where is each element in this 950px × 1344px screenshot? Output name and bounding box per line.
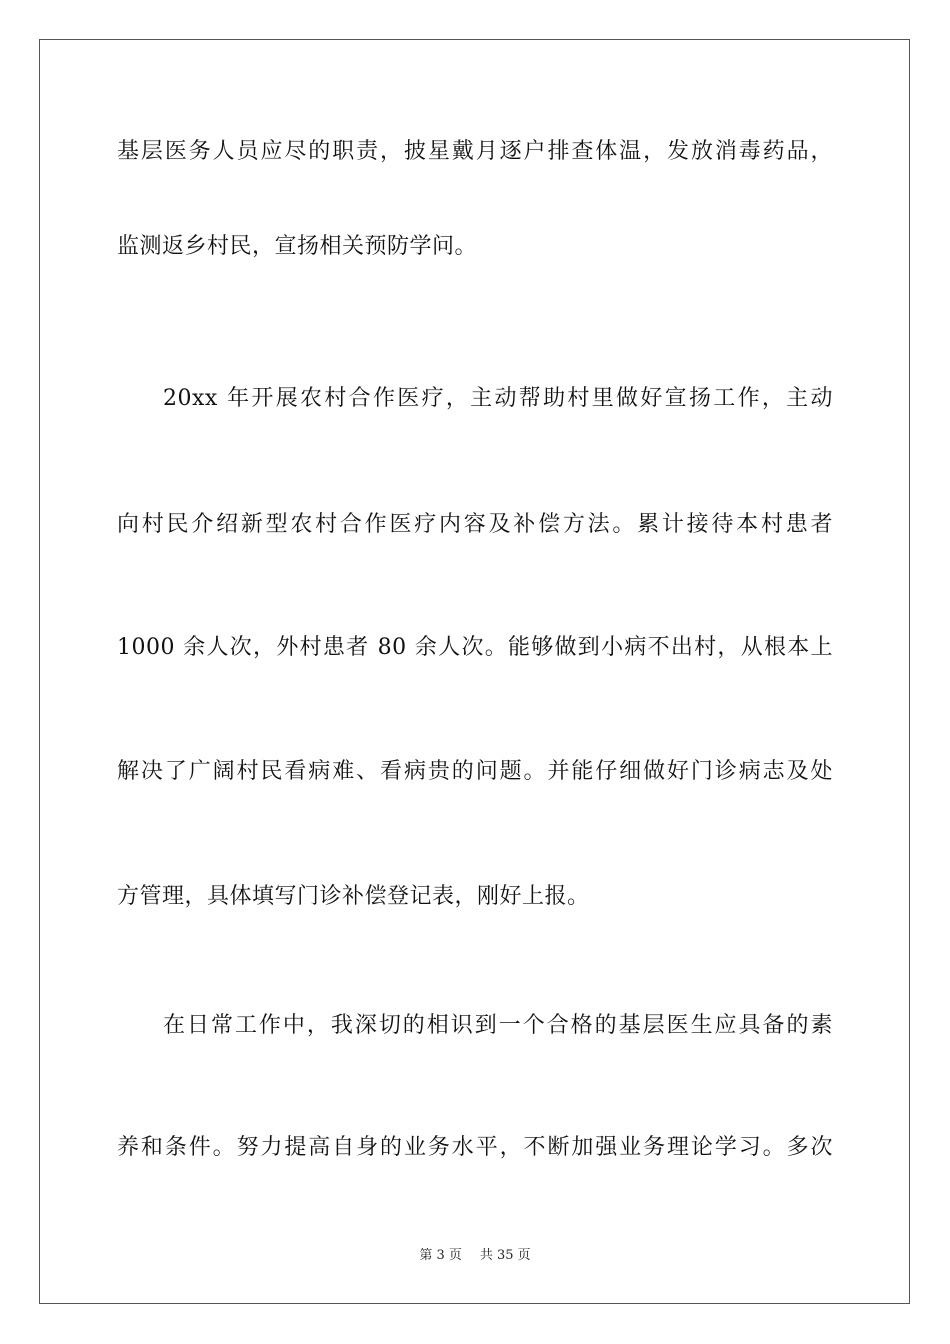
- page-border: [39, 39, 910, 1304]
- body-line-3: 20xx 年开展农村合作医疗，主动帮助村里做好宣扬工作，主动: [163, 386, 833, 411]
- page-total: 共 35 页: [479, 1248, 531, 1263]
- page-footer: [0, 1247, 950, 1265]
- body-line-1: 基层医务人员应尽的职责，披星戴月逐户排查体温，发放消毒药品，: [117, 139, 833, 164]
- body-line-6: 解决了广阔村民看病难、看病贵的问题。并能仔细做好门诊病志及处: [117, 759, 833, 784]
- body-line-7: 方管理，具体填写门诊补偿登记表，刚好上报。: [117, 884, 590, 909]
- body-line-5: 1000 余人次，外村患者 80 余人次。能够做到小病不出村，从根本上: [117, 635, 833, 660]
- body-line-8: 在日常工作中，我深切的相识到一个合格的基层医生应具备的素: [163, 1013, 833, 1038]
- body-line-9: 养和条件。努力提高自身的业务水平，不断加强业务理论学习。多次: [117, 1135, 833, 1160]
- page-number: 第 3 页: [419, 1248, 462, 1263]
- body-line-4: 向村民介绍新型农村合作医疗内容及补偿方法。累计接待本村患者: [117, 512, 833, 537]
- body-line-2: 监测返乡村民，宣扬相关预防学问。: [117, 234, 478, 259]
